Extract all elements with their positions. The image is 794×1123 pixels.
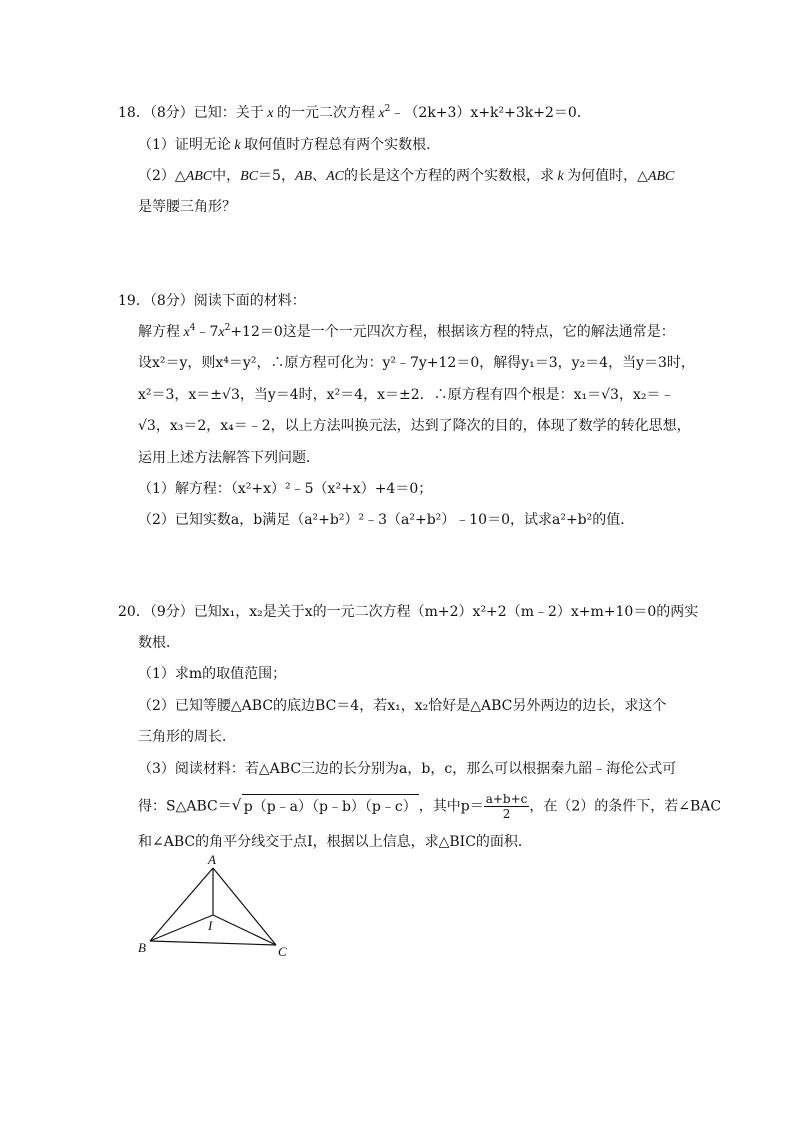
q18-part2-cont: 是等腰三角形？ bbox=[138, 199, 236, 215]
q20-part3: （3）阅读材料：若△ABC三边的长分别为a，b，c，那么可以根据秦九韶﹣海伦公式可 bbox=[138, 761, 677, 777]
segment-ci bbox=[213, 915, 276, 945]
q18-eq-tail: ﹣（2k+3）x+k²+3k+2＝0． bbox=[390, 105, 591, 121]
q18-head: 18．（8分）已知：关于 bbox=[118, 105, 264, 121]
vertex-label-c: C bbox=[278, 944, 287, 959]
q20-line2: 数根． bbox=[138, 635, 180, 651]
fraction: $\frac{a+b+c}{2}$ bbox=[485, 792, 528, 821]
q20-part3-formula: 得：S△ABC＝√ p（p﹣a）（p﹣b）（p﹣c） ，其中p＝ $\frac{a+b+c}{2}$ ，在（2）的条件下，若∠BAC bbox=[138, 792, 721, 821]
q18-part2: （2）△ABC中，BC＝5，AB、AC的长是这个方程的两个实数根，求 k 为何值时，△ABC bbox=[138, 168, 675, 184]
q18-part1: （1）证明无论 k 取何值时方程总有两个实数根． bbox=[138, 137, 441, 153]
q20-part3-cont: 和∠ABC的角平分线交于点I，根据以上信息，求△BIC的面积． bbox=[138, 834, 532, 850]
q19-part2: （2）已知实数a，b满足（a²+b²）²﹣3（a²+b²）﹣10＝0，试求a²+b²的值． bbox=[138, 512, 635, 528]
side-ab bbox=[150, 868, 213, 941]
q20-part1: （1）求m的取值范围； bbox=[138, 666, 287, 682]
side-bc bbox=[150, 941, 276, 945]
triangle-figure bbox=[134, 852, 314, 962]
q20-line1: 20．（9分）已知x₁，x₂是关于x的一元二次方程（m+2）x²+2（m﹣2）x+m+10＝0的两实 bbox=[118, 604, 699, 620]
q19-line3: x²＝3，x＝±√3，当y＝4时，x²＝4，x＝±2．∴原方程有四个根是：x₁＝√3，x₂＝﹣ bbox=[138, 387, 675, 403]
q19-part1: （1）解方程：（x²+x）²﹣5（x²+x）+4＝0； bbox=[138, 481, 433, 497]
q19-line4: √3，x₃＝2，x₄＝﹣2，以上方法叫换元法，达到了降次的目的，体现了数学的转化思想， bbox=[138, 418, 691, 434]
sqrt-radicand: √ p（p﹣a）（p﹣b）（p﹣c） bbox=[242, 794, 419, 819]
q20-part2: （2）已知等腰△ABC的底边BC＝4，若x₁，x₂恰好是△ABC另外两边的边长，求这个 bbox=[138, 698, 667, 714]
vertex-label-i: I bbox=[208, 918, 213, 933]
q18-line1: 18．（8分）已知：关于 x 的一元二次方程 $x^2﹣(2k+3)x+k^2+3k+2=0$． bbox=[118, 104, 591, 121]
vertex-label-a: A bbox=[208, 852, 216, 867]
q19-head: 19．（8分）阅读下面的材料： bbox=[118, 293, 306, 309]
segment-bi bbox=[150, 915, 213, 941]
q20-part2-cont: 三角形的周长． bbox=[138, 729, 236, 745]
q18-head2: 的一元二次方程 bbox=[276, 105, 375, 121]
side-ac bbox=[213, 868, 276, 945]
vertex-label-b: B bbox=[138, 940, 146, 955]
q19-line5: 运用上述方法解答下列问题． bbox=[138, 450, 320, 466]
q19-line2: 设x²＝y，则x⁴＝y²，∴原方程可化为：y²﹣7y+12＝0，解得y₁＝3，y₂＝4，当y＝3时， bbox=[138, 355, 695, 371]
q19-line1: 解方程 $x^4﹣7x^2+12=0$这是一个一元四次方程，根据该方程的特点，它的解法通常是： bbox=[138, 323, 675, 340]
